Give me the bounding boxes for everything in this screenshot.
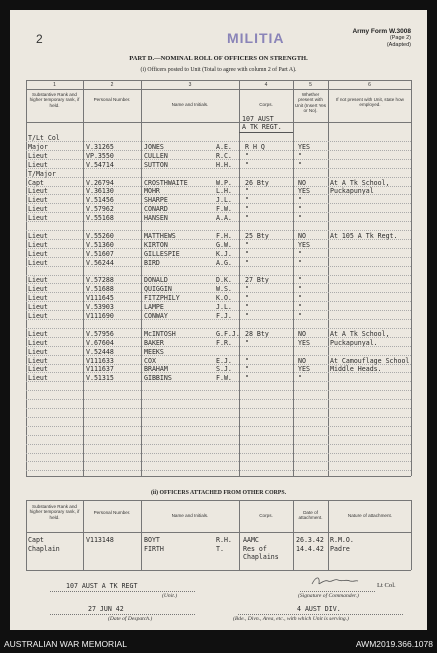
col-number-4: 4 [264,82,268,88]
att-row-corps: Chaplains [243,553,279,561]
credit-bar [0,637,437,653]
row-corps: " [245,285,249,294]
section-2-title: (ii) OFFICERS ATTACHED FROM OTHER CORPS. [150,490,287,496]
row-corps: " [245,214,249,223]
row-initials: W.P. [216,178,232,187]
att-header-corps: Corps. [259,513,273,518]
row-note: At 105 A Tk Regt. [330,231,398,240]
row-present: YES [298,142,310,151]
row-number: V.51360 [86,240,114,249]
row-initials: J.L. [216,196,232,205]
row-present: YES [298,240,310,249]
row-number: V.55260 [86,231,114,240]
header-number: Personal Number. [93,97,131,102]
row-rank: Lieut [28,312,48,320]
row-corps: " [245,356,249,365]
row-number: V.51607 [86,249,114,258]
row-number: V.53903 [86,303,114,312]
row-corps: " [245,374,249,383]
row-corps: " [245,249,249,258]
row-initials: A.G. [216,258,232,267]
row-present: " [298,214,302,223]
row-number: V.36130 [86,187,114,196]
row-initials: F.W. [216,374,232,383]
row-initials: A.E. [216,142,232,151]
row-surname: BRAHAM [144,365,168,374]
att-row-corps: AAMC [243,536,259,544]
att-row-date: 26.3.42 [296,536,324,544]
row-initials: L.H. [216,187,232,196]
row-present: " [298,285,302,294]
unit-caption: (Unit.) [162,593,178,599]
row-number: V.57956 [86,329,114,338]
row-number: V.57288 [86,276,114,285]
row-corps: " [245,160,249,169]
row-note: Middle Heads. [330,365,382,374]
row-present: YES [298,365,310,374]
row-present: NO [298,329,306,338]
row-surname: CULLEN [144,151,168,160]
att-header-number: Personal Number. [93,510,131,515]
row-surname: McINTOSH [144,329,176,338]
row-present: YES [298,338,310,347]
row-initials: F.H. [216,231,232,240]
att-header-rank: Substantive Rank and higher temporary rank, if held. [29,504,80,520]
signature-caption: (Signature of Commander.) [298,593,359,599]
att-row-surname: BOYT [144,536,160,544]
row-surname: HANSEN [144,214,168,223]
row-present: NO [298,178,306,187]
row-present: " [298,151,302,160]
row-rank: Lieut [28,365,48,374]
row-surname: LAMPE [144,303,164,312]
date-caption: (Date of Despatch.) [108,616,153,622]
att-row-corps: Res of [243,544,267,553]
row-surname: GIBBINS [144,374,172,383]
row-number: V.51688 [86,285,114,294]
row-initials: D.K. [216,276,232,285]
row-initials: K.J. [216,249,232,258]
row-initials: E.J. [216,356,232,365]
row-initials: A.A. [216,214,232,223]
row-corps: " [245,294,249,303]
row-initials: S.J. [216,365,232,374]
despatch-date: 27 JUN 42 [88,605,124,613]
header-name: Name and Initials. [171,102,209,107]
att-row-nature: Padre [330,544,350,553]
att-row-date: 14.4.42 [296,544,324,553]
row-present: " [298,160,302,169]
att-row-number: V113148 [86,536,114,544]
row-corps: " [245,151,249,160]
row-surname: BIRD [144,258,160,267]
row-surname: SHARPE [144,196,168,205]
row-rank: T/Lt Col [28,134,60,142]
row-surname: KIRTON [144,240,168,249]
row-number: V.56244 [86,258,114,267]
document-sheet [10,10,427,630]
row-number: V.31265 [86,142,114,151]
militia-stamp: MILITIA [227,30,285,46]
row-rank: Lieut [28,196,48,205]
col-number-1: 1 [53,82,56,88]
row-rank: Lieut [28,347,48,356]
row-rank: Lieut [28,258,48,267]
form-note: (Adapted) [386,42,411,48]
row-initials: G.F.J. [216,329,240,338]
row-present: NO [298,356,306,365]
row-initials: F.W. [216,205,232,214]
row-surname: QUIGGIN [144,285,172,294]
row-surname: MEEKS [144,347,164,356]
row-corps: 28 Bty [245,329,269,338]
form-page: (Page 2) [389,35,411,41]
row-corps: " [245,196,249,205]
col-number-2: 2 [110,82,114,88]
row-rank: Lieut [28,356,48,365]
row-number: V.26794 [86,178,114,187]
row-number: V111637 [86,365,114,374]
row-corps: 26 Bty [245,178,269,187]
form-number: Army Form W.3008 [352,28,411,35]
row-rank: Lieut [28,303,48,312]
part-title: PART D.—NOMINAL ROLL OF OFFICERS ON STRENGTH. [129,55,308,62]
row-present: YES [298,187,310,196]
row-surname: CROSTHWAITE [144,178,188,187]
row-number: V.57962 [86,205,114,214]
att-row-nature: R.M.O. [330,536,354,544]
row-note: At A Tk School, [330,178,390,187]
row-present: " [298,249,302,258]
row-note: At A Tk School, [330,329,390,338]
row-number: V.54714 [86,160,114,169]
row-rank: Lieut [28,338,48,347]
row-present: " [298,205,302,214]
row-surname: JONES [144,142,164,151]
row-initials: K.O. [216,294,232,303]
header-present: Whether present with Unit (Insert Yes or No). [294,92,327,114]
formation-caption: (Bde., Divn., Area, etc., with which Unit is serving.) [233,616,349,622]
att-row-rank: Chaplain [28,544,60,553]
row-note: At Camouflage School [330,356,410,365]
row-rank: Lieut [28,285,48,294]
row-present: " [298,294,302,303]
col-number-6: 6 [368,82,371,88]
att-header-nature: Nature of attachment. [347,513,393,518]
attached-officers-table [26,500,411,570]
formation-value: 4 AUST DIV. [297,605,341,613]
row-corps: 27 Bty [245,276,269,285]
unit-value: 107 AUST A TK REGT [66,582,138,590]
row-corps: " [245,187,249,196]
row-initials: R.C. [216,151,232,160]
row-surname: DONALD [144,276,168,285]
header-employment: If not present with Unit, state how employed. [336,97,404,108]
row-present: " [298,196,302,205]
att-row-initials: R.H. [216,536,232,544]
row-present: " [298,312,302,320]
att-row-initials: T. [216,544,224,553]
row-corps: " [245,240,249,249]
row-rank: Lieut [28,214,48,223]
row-number: V111645 [86,294,114,303]
row-rank: Lieut [28,249,48,258]
row-initials: J.L. [216,303,232,312]
credit-institution: AUSTRALIAN WAR MEMORIAL [4,639,127,649]
row-number: V.51456 [86,196,114,205]
row-number: V111690 [86,312,114,320]
row-initials: H.H. [216,160,232,169]
row-corps: R H Q [245,142,265,151]
row-surname: BAKER [144,338,164,347]
row-rank: Lieut [28,205,48,214]
row-number: V.55168 [86,214,114,223]
row-rank: Lieut [28,160,48,169]
row-corps: " [245,205,249,214]
row-surname: GILLESPIE [144,249,180,258]
row-initials: F.R. [216,338,232,347]
signature-rank: Lt Col. [377,582,396,589]
row-number: V.67604 [86,338,114,347]
att-header-date: Date of attachment. [298,510,323,521]
row-surname: MATTHEWS [144,231,176,240]
row-initials: G.W. [216,240,232,249]
row-rank: Capt [28,178,44,187]
unit-heading-line-2: A TK REGT. [242,123,282,131]
att-row-rank: Capt [28,536,44,544]
row-rank: Lieut [28,240,48,249]
row-rank: Lieut [28,276,48,285]
row-surname: SUTTON [144,160,168,169]
row-surname: CONARD [144,205,168,214]
row-corps: " [245,258,249,267]
row-note: Puckapunyal. [330,338,378,347]
row-present: " [298,276,302,285]
part-subtitle: (i) Officers posted to Unit (Total to agree with column 2 of Part A). [140,67,297,73]
officers-on-strength-table [26,80,411,476]
margin-mark: 2 [36,32,43,46]
row-corps: " [245,303,249,312]
row-corps: 25 Bty [245,231,269,240]
row-initials: F.J. [216,312,232,320]
row-initials: W.S. [216,285,232,294]
row-surname: CONWAY [144,312,168,320]
row-surname: MOHR [144,187,160,196]
row-rank: Lieut [28,329,48,338]
col-number-5: 5 [309,82,312,88]
row-present: " [298,374,302,383]
header-corps: Corps. [259,102,273,107]
row-number: VP.3550 [86,151,114,160]
row-rank: Lieut [28,151,48,160]
row-rank: Lieut [28,374,48,383]
credit-accession: AWM2019.366.1078 [355,639,433,649]
unit-heading-line-1: 107 AUST [242,115,274,123]
col-number-3: 3 [188,82,192,88]
commander-signature [310,575,360,587]
row-rank: Lieut [28,231,48,240]
row-rank: T/Major [28,169,56,178]
row-present: " [298,258,302,267]
att-row-surname: FIRTH [144,544,164,553]
row-number: V111633 [86,356,114,365]
header-rank: Substantive Rank and higher temporary rank, if held. [29,92,80,108]
row-surname: COX [144,356,156,365]
row-rank: Lieut [28,187,48,196]
row-rank: Major [28,142,48,151]
row-corps: " [245,338,249,347]
row-number: V.51315 [86,374,114,383]
row-present: " [298,303,302,312]
form-identifier [352,28,411,49]
att-header-name: Name and Initials. [171,513,209,518]
row-corps: " [245,365,249,374]
row-number: V.52448 [86,347,114,356]
row-present: NO [298,231,306,240]
row-surname: FITZPHILY [144,294,180,303]
row-corps: " [245,312,249,320]
row-rank: Lieut [28,294,48,303]
row-note: Puckapunyal [330,187,374,196]
